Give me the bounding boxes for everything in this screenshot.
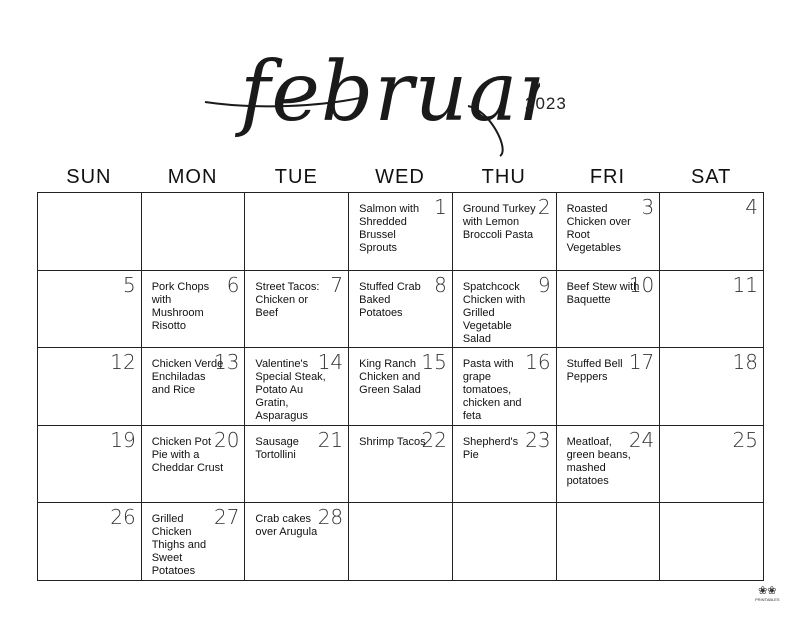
calendar-day-cell bbox=[142, 193, 246, 271]
meal-text: Spatchcock Chicken with Grilled Vegetable Salad bbox=[462, 280, 526, 345]
meal-text: Stuffed Crab Baked Potatoes bbox=[359, 280, 421, 319]
meal-text: Shrimp Tacos bbox=[359, 435, 426, 448]
day-number: 8 bbox=[434, 272, 447, 297]
calendar-day-cell bbox=[38, 271, 142, 349]
day-number: 25 bbox=[732, 427, 758, 452]
day-header-fri: FRI bbox=[589, 166, 626, 188]
calendar-day-cell bbox=[660, 348, 764, 426]
year-label: 2023 bbox=[525, 94, 567, 113]
meal-text: Meatloaf, green beans, mashed potatoes bbox=[566, 435, 631, 487]
meal-text: Valentine's Special Steak, Potato Au Gratin, Asparagus bbox=[255, 358, 326, 423]
day-number: 20 bbox=[213, 427, 240, 452]
day-number: 23 bbox=[525, 427, 551, 452]
logo-text: PRINTABLES bbox=[755, 597, 780, 602]
calendar-day-cell bbox=[660, 271, 764, 349]
day-of-week-row bbox=[37, 164, 763, 190]
day-header-sat: SAT bbox=[690, 166, 732, 188]
calendar-day-cell bbox=[142, 503, 246, 581]
day-number: 12 bbox=[110, 350, 136, 375]
meal-text: Street Tacos: Chicken or Beef bbox=[255, 280, 320, 319]
calendar-day-cell bbox=[557, 426, 661, 504]
meal-text: Crab cakes over Arugula bbox=[255, 513, 318, 539]
calendar-day-cell bbox=[38, 193, 142, 271]
day-number: 19 bbox=[110, 427, 136, 452]
meal-text: Grilled Chicken Thighs and Sweet Potatoes bbox=[151, 513, 207, 578]
calendar-day-cell bbox=[557, 271, 661, 349]
calendar-day-cell bbox=[453, 271, 557, 349]
calendar-day-cell bbox=[453, 348, 557, 426]
meal-text: Chicken Verde Enchiladas and Rice bbox=[151, 358, 224, 397]
month-name: februa bbox=[240, 45, 519, 140]
calendar-day-cell bbox=[38, 348, 142, 426]
calendar-day-cell bbox=[349, 503, 453, 581]
calendar-day-cell bbox=[142, 271, 246, 349]
day-number: 5 bbox=[122, 272, 136, 297]
calendar-day-cell bbox=[557, 348, 661, 426]
calendar-day-cell bbox=[38, 426, 142, 504]
calendar-day-cell bbox=[245, 426, 349, 504]
day-number: 1 bbox=[434, 195, 447, 219]
day-number: 14 bbox=[317, 350, 344, 375]
day-number: 24 bbox=[628, 427, 655, 452]
paw-icon: ❀❀ bbox=[758, 585, 777, 597]
calendar-header bbox=[0, 0, 800, 160]
calendar-day-cell bbox=[245, 503, 349, 581]
calendar-day-cell bbox=[349, 426, 453, 504]
day-number: 26 bbox=[110, 505, 136, 530]
calendar-day-cell bbox=[557, 193, 661, 271]
meal-text: Ground Turkey with Lemon Broccoli Pasta bbox=[462, 203, 536, 241]
meal-text: Beef Stew with Baquette bbox=[566, 280, 640, 306]
day-number: 6 bbox=[226, 272, 240, 297]
meal-text: Pork Chops with Mushroom Risotto bbox=[151, 280, 210, 332]
calendar-day-cell bbox=[453, 193, 557, 271]
calendar-day-cell bbox=[660, 426, 764, 504]
calendar-day-cell bbox=[660, 193, 764, 271]
day-number: 22 bbox=[421, 427, 447, 452]
meal-text: Stuffed Bell Peppers bbox=[566, 358, 623, 384]
day-header-wed: WED bbox=[375, 166, 425, 188]
printables-logo bbox=[755, 584, 780, 602]
day-number: 27 bbox=[213, 505, 240, 530]
month-title bbox=[200, 10, 540, 160]
day-number: 9 bbox=[537, 272, 551, 297]
month-script-svg bbox=[200, 10, 540, 160]
day-header-tue: TUE bbox=[274, 166, 318, 188]
calendar-day-cell bbox=[349, 348, 453, 426]
calendar-day-cell bbox=[453, 426, 557, 504]
day-number: 11 bbox=[732, 272, 758, 297]
day-number: 7 bbox=[330, 272, 344, 297]
calendar-day-cell bbox=[142, 426, 246, 504]
meal-text: Sausage Tortollini bbox=[255, 435, 299, 461]
calendar-day-cell bbox=[245, 271, 349, 349]
day-number: 17 bbox=[628, 350, 655, 375]
meal-text: Pasta with grape tomatoes, chicken and feta bbox=[462, 358, 522, 423]
meal-text: Chicken Pot Pie with a Cheddar Crust bbox=[151, 435, 224, 474]
day-number: 28 bbox=[317, 505, 344, 530]
calendar-day-cell bbox=[453, 503, 557, 581]
day-header-thu: THU bbox=[481, 166, 526, 188]
day-number: 10 bbox=[628, 272, 655, 297]
day-number: 15 bbox=[421, 350, 447, 375]
day-number: 2 bbox=[537, 195, 551, 219]
day-header-sun: SUN bbox=[66, 166, 112, 188]
calendar-day-cell bbox=[38, 503, 142, 581]
calendar-day-cell bbox=[142, 348, 246, 426]
calendar-day-cell bbox=[660, 503, 764, 581]
calendar-day-cell bbox=[557, 503, 661, 581]
calendar-day-cell bbox=[245, 193, 349, 271]
day-number: 13 bbox=[213, 350, 240, 375]
day-number: 18 bbox=[732, 350, 758, 375]
meal-text: Shepherd's Pie bbox=[462, 435, 519, 461]
day-number: 3 bbox=[641, 195, 655, 219]
day-number: 4 bbox=[745, 195, 758, 219]
meal-text: Roasted Chicken over Root Vegetables bbox=[566, 203, 631, 254]
calendar-day-cell bbox=[349, 193, 453, 271]
calendar-day-cell bbox=[349, 271, 453, 349]
day-number: 21 bbox=[317, 427, 344, 452]
calendar-grid bbox=[37, 192, 764, 581]
calendar-day-cell bbox=[245, 348, 349, 426]
meal-text: King Ranch Chicken and Green Salad bbox=[359, 358, 421, 397]
meal-text: Salmon with Shredded Brussel Sprouts bbox=[359, 203, 420, 254]
day-number: 16 bbox=[525, 350, 551, 375]
day-header-mon: MON bbox=[167, 166, 218, 188]
